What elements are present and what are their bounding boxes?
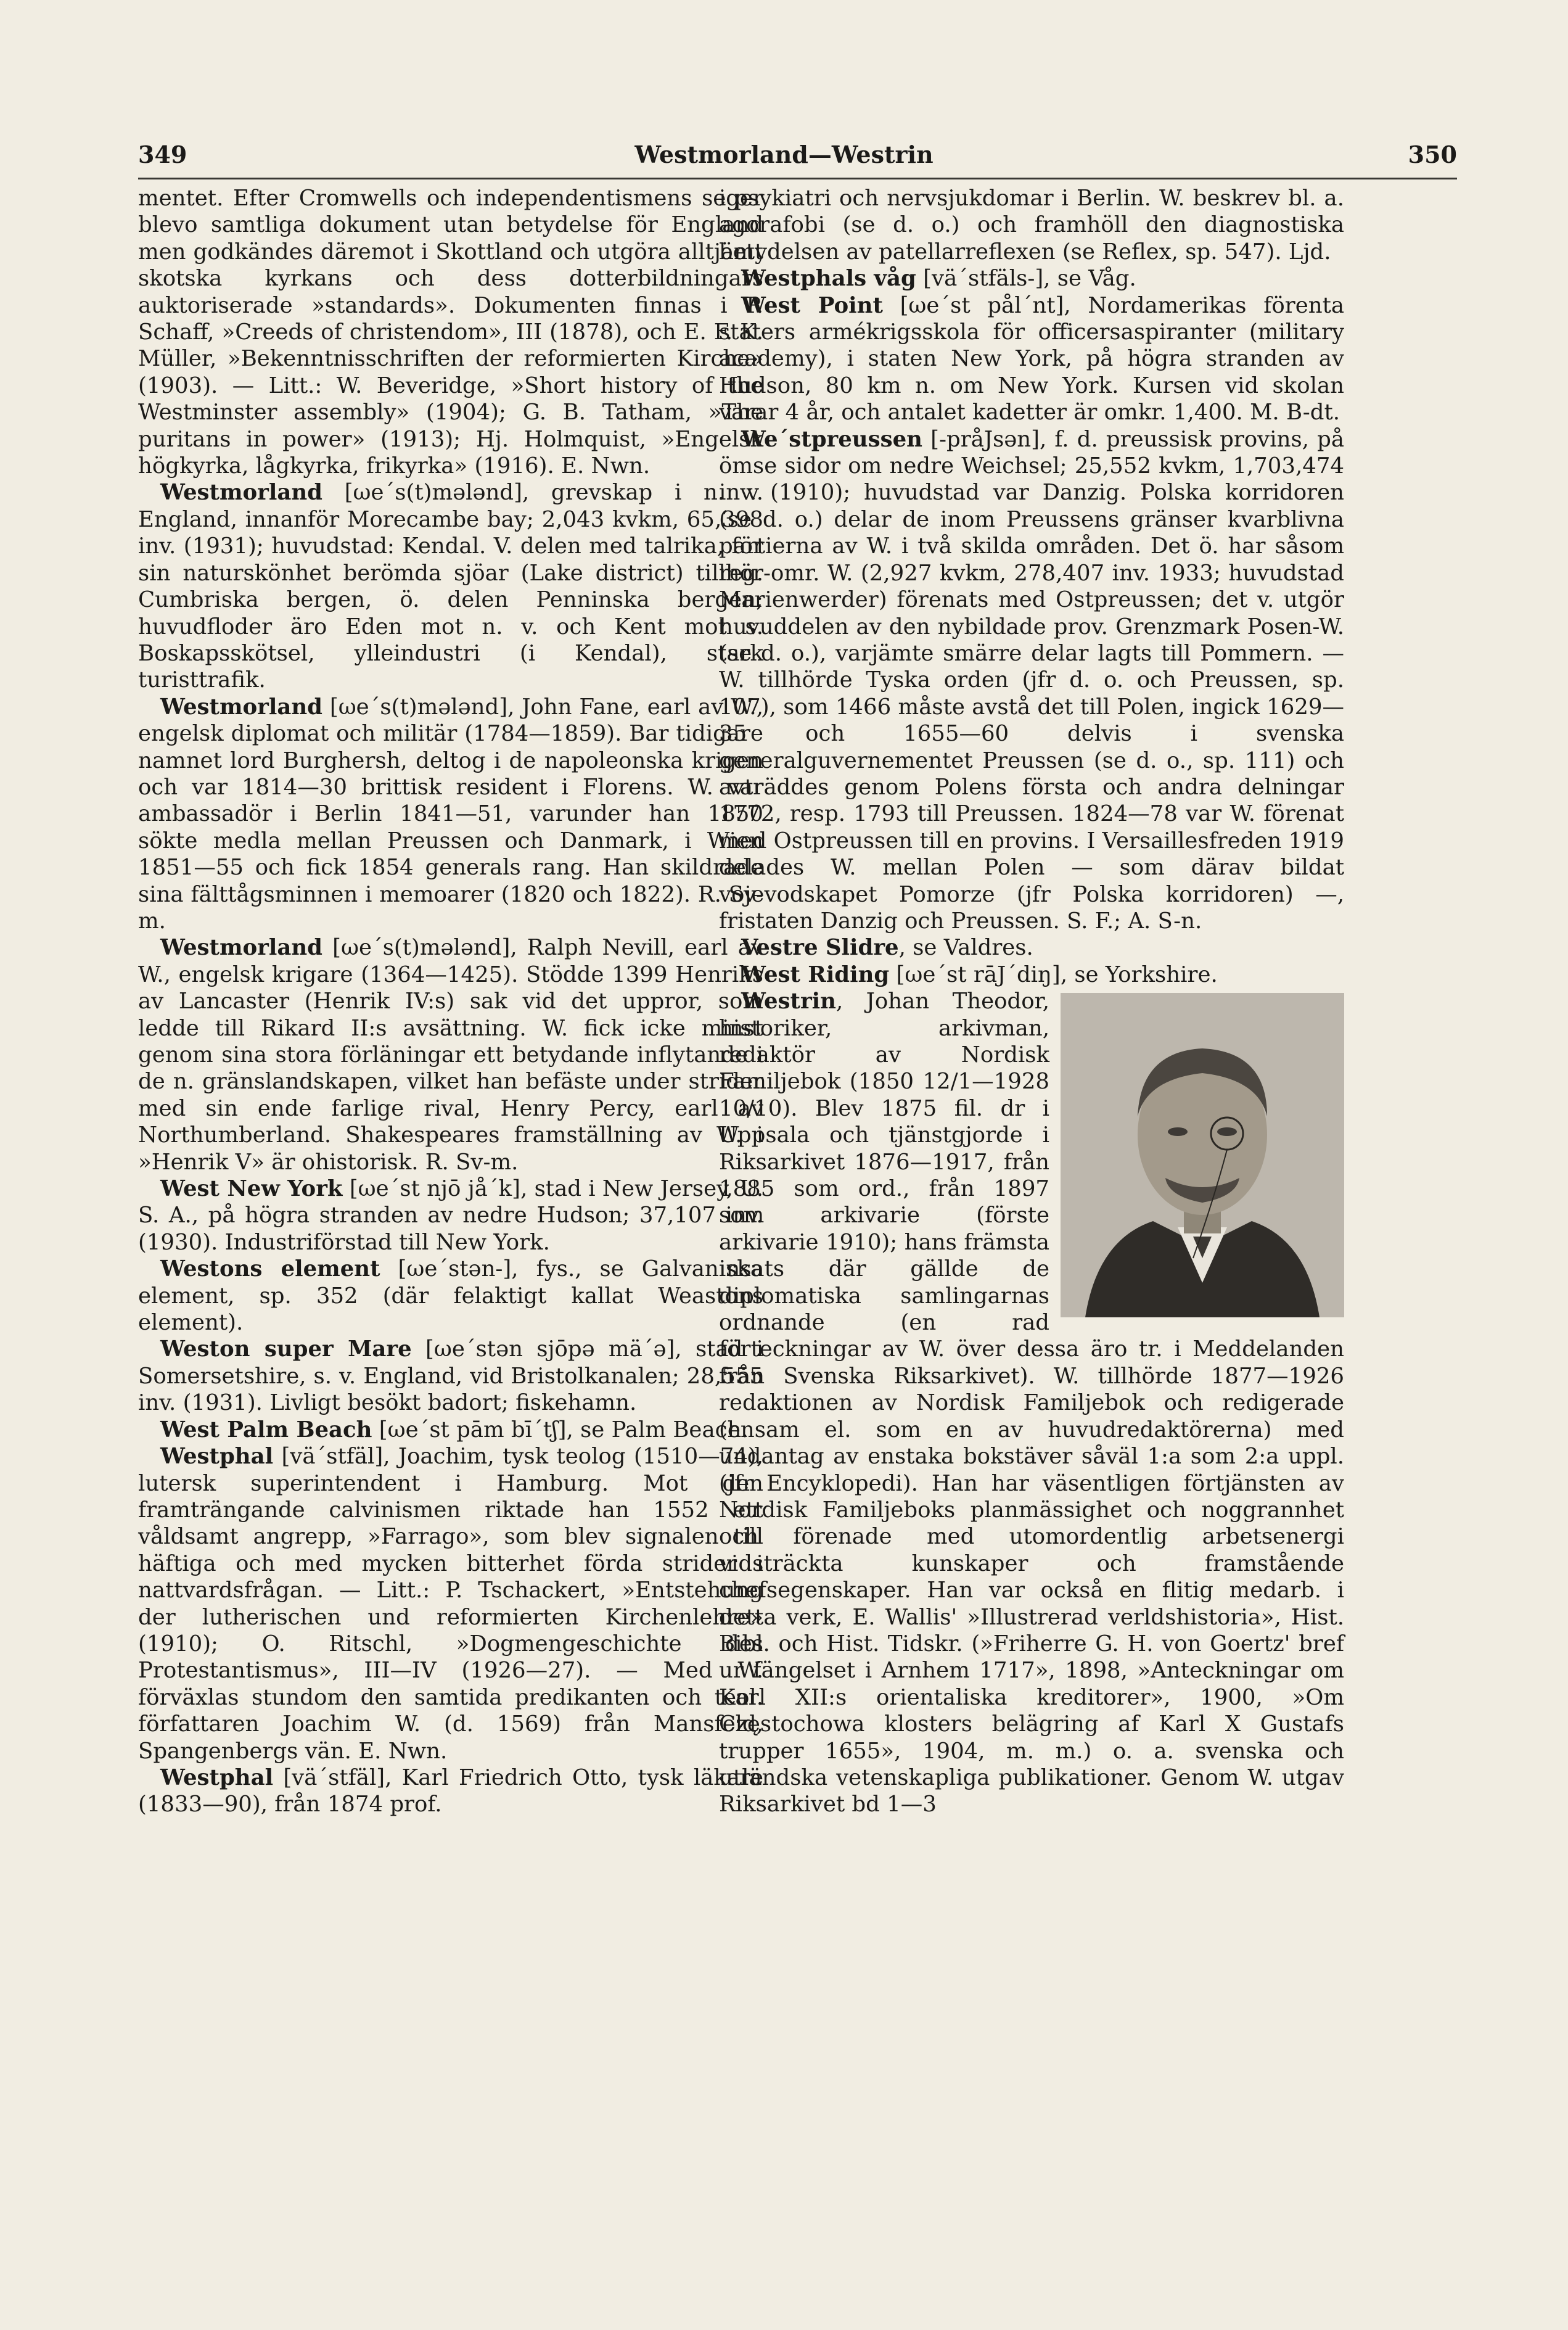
entry (138, 1443, 763, 1764)
entry (138, 694, 763, 935)
entry-headword: West Riding (741, 961, 890, 987)
entry (719, 292, 1344, 426)
left-column (138, 185, 763, 1818)
entry (138, 1256, 763, 1336)
entry-headword: Weston super Mare (160, 1336, 412, 1362)
entry-headword: Vestre Slidre (741, 935, 899, 961)
running-title: Westmorland—Westrin (634, 141, 934, 168)
entry-body: [ωe´st rāJ´diŋ], se Yorkshire. (889, 961, 1218, 987)
portrait-illustration (1061, 993, 1344, 1317)
entry-body: i psykiatri och nervsjukdomar i Berlin. W. beskrev bl. a. agorafobi (se d. o.) och framhöll den diagnostiska betydelsen av patellarreflexen (se Reflex, sp. 547). Ljd. (719, 186, 1344, 265)
entry-headword: Westmorland (160, 480, 323, 506)
entry (138, 1336, 763, 1416)
entry-headword: Westmorland (160, 694, 323, 720)
entry-body: [ωe´st pål´nt], Nordamerikas förenta staters armékrigsskola för officersaspiranter (military academy), i staten New York, på högra stranden av Hudson, 80 km n. om New York. Kursen vid skolan varar 4 år, och antalet kadetter är omkr. 1,400. M. B-dt. (719, 292, 1345, 426)
entry (719, 934, 1344, 961)
entry-body: [vä´stfäl], Joachim, tysk teolog (1510—74), lutersk superintendent i Hamburg. Mot den framträngande calvinismen riktade han 1552 ett våldsamt angrepp, »Farrago», som blev signalen till häftiga och med mycken bitterhet förda strider i nattvardsfrågan. — Litt.: P. Tschackert, »Entstehung der lutherischen und reformierten Kirchenlehre» (1910); O. Ritschl, »Dogmengeschichte des Protestantismus», III—IV (1926—27). — Med W. förväxlas stundom den samtida predikanten och teol. författaren Joachim W. (d. 1569) från Mansfeld, Spangenbergs vän. E. Nwn. (138, 1444, 763, 1764)
entry (719, 265, 1344, 292)
entry-body: , se Valdres. (898, 935, 1033, 961)
entry (138, 1417, 763, 1443)
page-number-left: 349 (138, 141, 187, 168)
entry-headword: Westrin (741, 989, 836, 1015)
entry-body: [ωe´stən sjōpə mä´ə], stad i Somersetshire, s. v. England, vid Bristolkanalen; 28,555 inv. (1931). Livligt besökt badort; fiskehamn. (138, 1336, 763, 1416)
entry-body: mentet. Efter Cromwells och independentismens seger blevo samtliga dokument utan betydelse för England men godkändes däremot i Skottland och utgöra alltjämt skotska kyrkans och dess dotterbildningars auktoriserade »standards». Dokumenten finnas i P. Schaff, »Creeds of christendom», III (1878), och E. F. K. Müller, »Bekenntnisschriften der reformierten Kirche» (1903). — Litt.: W. Beveridge, »Short history of the Westminster assembly» (1904); G. B. Tatham, »The puritans in power» (1913); Hj. Holmquist, »Engelsk högkyrka, lågkyrka, frikyrka» (1916). E. Nwn. (138, 186, 763, 479)
entry (138, 1764, 763, 1818)
entry-headword: Westons element (160, 1256, 380, 1282)
entry-headword: Westphal (160, 1444, 274, 1470)
page-number-right: 350 (1408, 141, 1457, 168)
entry-headword: West New York (160, 1176, 343, 1202)
entry (138, 934, 763, 1175)
right-column (719, 185, 1344, 1818)
entry-headword: Westphals våg (741, 266, 916, 292)
entry-headword: West Palm Beach (160, 1417, 372, 1443)
entry (138, 1175, 763, 1256)
entry-body: [vä´stfäl], Karl Friedrich Otto, tysk läkare (1833—90), från 1874 prof. (138, 1764, 763, 1817)
entry (138, 479, 763, 693)
entry-body: [vä´stfäls-], se Våg. (916, 266, 1136, 292)
entry-body: [-pråJsən], f. d. preussisk provins, på ömse sidor om nedre Weichsel; 25,552 kvkm, 1,703,474 inv. (1910); huvudstad var Danzig. Polska korridoren (se d. o.) delar de inom Preussens gränser kvarblivna partierna av W. i två skilda områden. Det ö. har såsom reg.-omr. W. (2,927 kvkm, 278,407 inv. 1933; huvudstad Marienwerder) förenats med Ostpreussen; det v. utgör huvuddelen av den nybildade prov. Grenzmark Posen-W. (se d. o.), varjämte smärre delar lagts till Pommern. — W. tillhörde Tyska orden (jfr d. o. och Preussen, sp. 107), som 1466 måste avstå det till Polen, ingick 1629—35 och 1655—60 delvis i svenska generalguvernementet Preussen (se d. o., sp. 111) och avträddes genom Polens första och andra delningar 1772, resp. 1793 till Preussen. 1824—78 var W. förenat med Ostpreussen till en provins. I Versaillesfreden 1919 delades W. mellan Polen — som därav bildat vojevodskapet Pomorze (jfr Polska korridoren) —, fristaten Danzig och Preussen. S. F.; A. S-n. (719, 426, 1345, 934)
entry-body: [ωe´s(t)mələnd], Ralph Nevill, earl av W., engelsk krigare (1364—1425). Stödde 1399 Henriks av Lancaster (Henrik IV:s) sak vid det uppror, som ledde till Rikard II:s avsättning. W. fick icke minst genom sina stora förläningar ett betydande inflytande i de n. gränslandskapen, vilket han befäste under strider med sin ende farlige rival, Henry Percy, earl av Northumberland. Shakespeares framställning av W. i »Henrik V» är ohistorisk. R. Sv-m. (138, 935, 763, 1175)
entry-body: [ωe´stən-], fys., se Galvaniska element, sp. 352 (där felaktigt kallat Weastons element). (138, 1256, 763, 1336)
entry-body: [ωe´st njō jå´k], stad i New Jersey, U. S. A., på högra stranden av nedre Hudson; 37,107 inv. (1930). Industriförstad till New York. (138, 1176, 763, 1255)
entry-headword: West Point (741, 292, 883, 318)
entry-body: [ωe´st pām bī´tʃ], se Palm Beach. (372, 1417, 749, 1443)
entry-text (719, 185, 1344, 265)
entry-headword: We´stpreussen (741, 426, 922, 452)
header-rule (138, 178, 1457, 179)
entry (719, 961, 1344, 988)
entry-headword: Westphal (160, 1764, 274, 1790)
portrait-photo (1061, 993, 1344, 1317)
entry-headword: Westmorland (160, 935, 323, 961)
entry (719, 426, 1344, 935)
entry (719, 988, 1344, 1818)
entry-body: , Johan Theodor, historiker, arkivman, redaktör av Nordisk Familjebok (1850 12/1—1928 10/10). Blev 1875 fil. dr i Uppsala och tjänstgjorde i Riksarkivet 1876—1917, från 1885 som ord., från 1897 som arkivarie (förste arkivarie 1910); hans främsta insats där gällde de diplomatiska samlingarnas ordnande (en rad förteckningar av W. över dessa äro tr. i Meddelanden från Svenska Riksarkivet). W. tillhörde 1877—1926 redaktionen av Nordisk Familjebok och redigerade (ensam el. som en av huvudredaktörerna) med undantag av enstaka bokstäver såväl 1:a som 2:a uppl. (jfr Encyklopedi). Han har väsentligen förtjänsten av Nordisk Familjeboks planmässighet och noggrannhet och förenade med utomordentlig arbetsenergi vidsträckta kunskaper och framstående chefsegenskaper. Han var också en flitig medarb. i detta verk, E. Wallis' »Illustrerad verldshistoria», Hist. Bibl. och Hist. Tidskr. (»Friherre G. H. von Goertz' bref ur fängelset i Arnhem 1717», 1898, »Anteckningar om Karl XII:s orientaliska kreditorer», 1900, »Om Częstochowa klosters belägring af Karl X Gustafs trupper 1655», 1904, m. m.) o. a. svenska och utländska vetenskapliga publikationer. Genom W. utgav Riksarkivet bd 1—3 (719, 989, 1344, 1817)
entry-body: [ωe´s(t)mələnd], John Fane, earl av W., engelsk diplomat och militär (1784—1859). Bar tidigare namnet lord Burghersh, deltog i de napoleonska krigen och var 1814—30 brittisk resident i Florens. W. var ambassadör i Berlin 1841—51, varunder han 1850 sökte medla mellan Preussen och Danmark, i Wien 1851—55 och fick 1854 generals rang. Han skildrade sina fälttågsminnen i memoarer (1820 och 1822). R. Sv-m. (138, 694, 763, 934)
entry-body: [ωe´s(t)mələnd], grevskap i n. v. England, innanför Morecambe bay; 2,043 kvkm, 65,398 inv. (1931); huvudstad: Kendal. V. delen med talrika, för sin naturskönhet berömda sjöar (Lake district) tillhör Cumbriska bergen, ö. delen Penninska bergen; huvudfloder äro Eden mot n. v. och Kent mot s. Boskapsskötsel, ylleindustri (i Kendal), stark turisttrafik. (138, 480, 763, 693)
entry-text (138, 185, 763, 479)
